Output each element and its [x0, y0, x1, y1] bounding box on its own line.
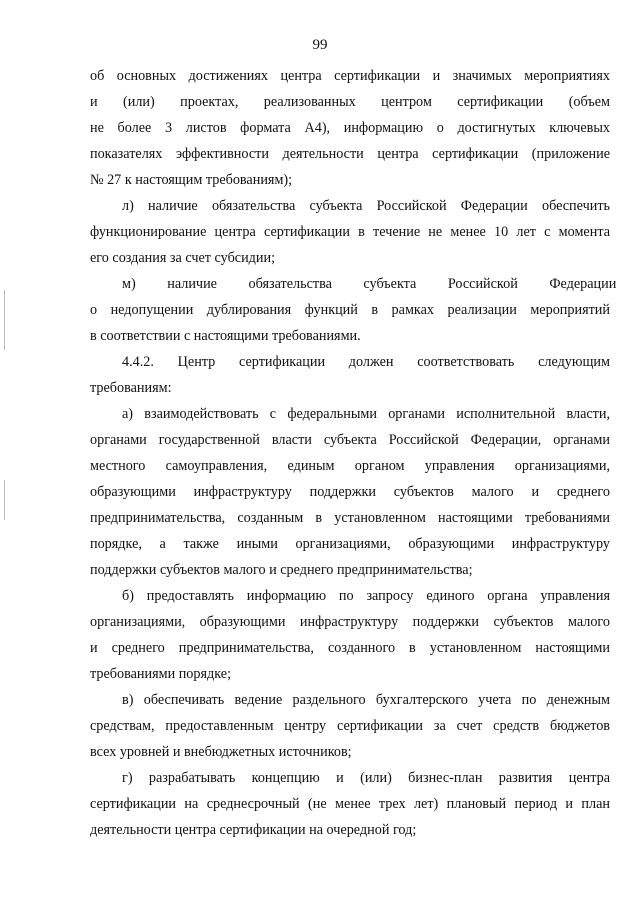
paragraph-item-m [90, 271, 617, 349]
page-number: 99 [312, 37, 328, 53]
paragraph-item-l [90, 193, 610, 271]
text-line: м) наличие обязательства субъекта Российской Федерации [122, 276, 617, 292]
text-line: сертификации на среднесрочный (не менее трех лет) плановый период и план [90, 796, 610, 812]
text-line: его создания за счет субсидии; [90, 250, 276, 266]
text-line: и среднего предпринимательства, созданного в установленном настоящими [90, 640, 610, 656]
text-line: и (или) проектах, реализованных центром сертификации (объем [90, 94, 610, 110]
text-line: требованиям: [90, 380, 172, 396]
document-body [90, 63, 617, 843]
text-line: а) взаимодействовать с федеральными органами исполнительной власти, [122, 406, 610, 422]
text-line: об основных достижениях центра сертификации и значимых мероприятиях [90, 68, 610, 84]
scan-edge-mark [4, 290, 5, 350]
text-line: деятельности центра сертификации на очередной год; [90, 822, 417, 838]
text-line: о недопущении дублирования функций в рамках реализации мероприятий [90, 302, 610, 318]
text-line: № 27 к настоящим требованиям); [90, 172, 293, 188]
paragraph-continuation [90, 63, 610, 193]
text-line: л) наличие обязательства субъекта Российской Федерации обеспечить [122, 198, 610, 214]
text-line: не более 3 листов формата А4), информацию о достигнутых ключевых [90, 120, 610, 136]
text-line: порядке, а также иными организациями, образующими инфраструктуру [90, 536, 610, 552]
paragraph-item-b [90, 583, 610, 687]
text-line: поддержки субъектов малого и среднего предпринимательства; [90, 562, 473, 578]
scan-edge-mark [4, 480, 5, 520]
text-line: образующими инфраструктуру поддержки субъектов малого и среднего [90, 484, 610, 500]
text-line: требованиями порядке; [90, 666, 232, 682]
text-line: г) разрабатывать концепцию и (или) бизнес-план развития центра [122, 770, 610, 786]
paragraph-item-g [90, 765, 610, 843]
text-line: 4.4.2. Центр сертификации должен соответствовать следующим [122, 354, 610, 370]
text-line: показателях эффективности деятельности центра сертификации (приложение [90, 146, 610, 162]
paragraph-item-v [90, 687, 610, 765]
text-line: местного самоуправления, единым органом управления организациями, [90, 458, 610, 474]
text-line: в) обеспечивать ведение раздельного бухгалтерского учета по денежным [122, 692, 610, 708]
text-line: средствам, предоставленным центру сертификации за счет средств бюджетов [90, 718, 610, 734]
text-line: организациями, образующими инфраструктуру поддержки субъектов малого [90, 614, 610, 630]
text-line: в соответствии с настоящими требованиями. [90, 328, 361, 344]
text-line: б) предоставлять информацию по запросу единого органа управления [122, 588, 610, 604]
paragraph-item-a [90, 401, 610, 583]
paragraph-4-4-2 [90, 349, 610, 401]
text-line: предпринимательства, созданным в установленном настоящими требованиями [90, 510, 610, 526]
text-line: органами государственной власти субъекта Российской Федерации, органами [90, 432, 610, 448]
text-line: функционирование центра сертификации в течение не менее 10 лет с момента [90, 224, 610, 240]
text-line: всех уровней и внебюджетных источников; [90, 744, 352, 760]
